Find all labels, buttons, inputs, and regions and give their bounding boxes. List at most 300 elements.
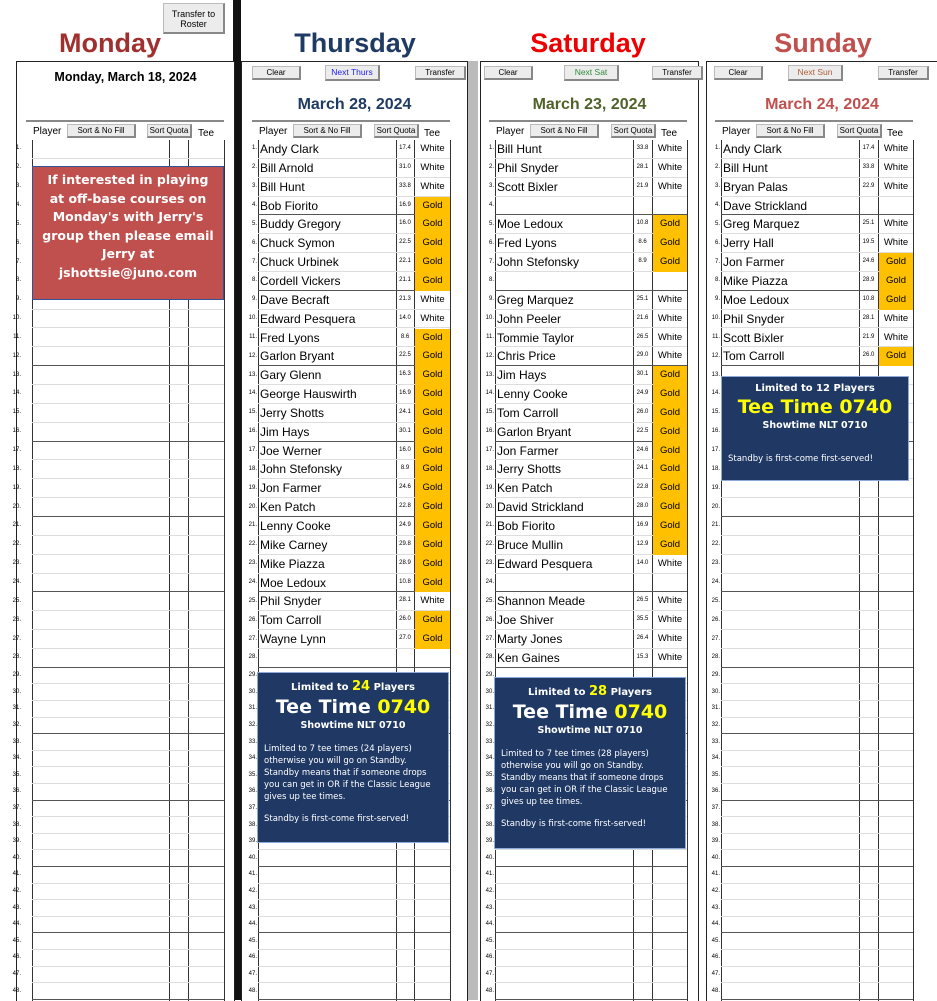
row-number: 30. <box>711 688 720 695</box>
player-name[interactable]: Phil Snyder <box>260 594 322 609</box>
row-number: 36. <box>711 788 720 795</box>
column-line <box>224 140 225 1001</box>
table-row <box>721 517 913 536</box>
player-name[interactable]: Jim Hays <box>260 424 310 439</box>
row-number: 2. <box>15 164 21 171</box>
row-number: 10. <box>711 315 720 322</box>
player-quota: 10.8 <box>862 295 875 302</box>
table-row <box>721 498 913 517</box>
row-number: 28. <box>12 654 21 661</box>
sort-no-fill-button[interactable]: Sort & No Fill <box>530 124 599 138</box>
tee-cell: Gold <box>415 460 450 479</box>
player-name[interactable]: Fred Lyons <box>497 236 557 251</box>
player-name[interactable]: Joe Shiver <box>497 613 554 628</box>
player-name[interactable]: Moe Ledoux <box>260 575 327 590</box>
player-name[interactable]: Jim Hays <box>497 368 547 383</box>
row-number: 5. <box>15 220 21 227</box>
tee-cell: White <box>420 293 445 305</box>
row-number: 22. <box>711 541 720 548</box>
day-name-monday: Monday <box>58 28 161 58</box>
row-number: 41. <box>12 871 21 878</box>
player-quota: 16.0 <box>399 220 411 227</box>
tee-header: Tee <box>424 128 441 139</box>
row-number: 37. <box>248 804 257 811</box>
sort-no-fill-button[interactable]: Sort & No Fill <box>67 124 136 138</box>
transfer-to-roster-button[interactable]: Transfer to Roster <box>163 3 225 34</box>
tee-time: Tee Time 0740 <box>737 396 893 418</box>
player-name[interactable]: Lenny Cooke <box>260 519 331 533</box>
row-number: 25. <box>485 597 494 604</box>
table-row <box>32 767 224 784</box>
row-number: 12. <box>248 352 257 359</box>
player-name[interactable]: Phil Snyder <box>497 160 559 175</box>
player-name[interactable]: Greg Marquez <box>723 217 800 232</box>
row-number: 6. <box>714 239 720 246</box>
limit-suffix: Players <box>370 682 415 693</box>
row-number: 23. <box>12 560 21 567</box>
player-name[interactable]: Garlon Bryant <box>497 424 572 439</box>
row-number: 43. <box>711 904 720 911</box>
player-name[interactable]: Edward Pesquera <box>260 311 356 326</box>
row-number: 35. <box>248 771 257 778</box>
player-quota: 12.9 <box>636 540 649 547</box>
row-number: 33. <box>711 738 720 745</box>
row-number: 46. <box>711 954 720 961</box>
player-name[interactable]: Lenny Cooke <box>497 387 568 402</box>
tee-cell: Gold <box>653 253 687 272</box>
tee-cell: Gold <box>415 366 450 385</box>
sort-quota-button[interactable]: Sort Quota <box>611 124 656 138</box>
player-name[interactable]: Ken Patch <box>260 500 316 515</box>
row-number: 45. <box>485 937 494 944</box>
player-name[interactable]: Mike Piazza <box>260 556 325 571</box>
player-quota: 22.8 <box>636 484 649 491</box>
row-number: 48. <box>711 987 720 994</box>
player-name[interactable]: Chuck Urbinek <box>260 255 339 270</box>
row-number: 27. <box>12 635 21 642</box>
row-number: 48. <box>248 987 257 994</box>
player-name[interactable]: Ken Gaines <box>497 650 560 665</box>
tee-cell: Gold <box>415 385 450 404</box>
tee-cell: Gold <box>415 555 450 574</box>
row-number: 14. <box>12 390 21 397</box>
player-quota: 27.0 <box>399 635 411 642</box>
tee-time-label: Tee Time <box>512 701 615 723</box>
tee-cell <box>653 574 687 593</box>
row-number: 3. <box>251 183 257 190</box>
row-number: 4. <box>714 201 720 208</box>
row-number: 43. <box>248 904 257 911</box>
transfer-button[interactable]: Transfer <box>878 66 929 80</box>
row-number: 13. <box>248 371 257 378</box>
tee-cell: Gold <box>653 385 687 404</box>
tee-cell: Gold <box>415 234 450 253</box>
row-number: 44. <box>711 921 720 928</box>
clear-button[interactable]: Clear <box>484 66 533 80</box>
player-name[interactable]: Andy Clark <box>260 142 319 156</box>
player-name[interactable]: David Strickland <box>497 500 584 515</box>
row-number: 44. <box>248 921 257 928</box>
row-number: 34. <box>248 755 257 762</box>
sort-quota-button[interactable]: Sort Quota <box>837 124 882 138</box>
row-number: 29. <box>485 672 494 679</box>
row-number: 15. <box>248 409 257 416</box>
player-name[interactable]: Marty Jones <box>497 632 563 647</box>
row-number: 38. <box>485 821 494 828</box>
player-quota: 21.3 <box>399 295 411 302</box>
player-quota: 29.0 <box>636 352 649 359</box>
next-button[interactable]: Next Sun <box>788 65 843 81</box>
table-row <box>32 366 224 385</box>
table-row <box>721 950 913 967</box>
row-number: 7. <box>15 258 21 265</box>
player-name[interactable]: Tom Carroll <box>723 349 785 364</box>
tee-cell: White <box>657 180 683 192</box>
row-number: 27. <box>248 635 257 642</box>
header-divider <box>26 120 224 122</box>
row-number: 21. <box>12 522 21 529</box>
player-quota: 14.0 <box>399 314 411 321</box>
tee-cell: Gold <box>415 253 450 272</box>
row-number: 15. <box>711 409 720 416</box>
player-name[interactable]: Dave Strickland <box>723 198 808 213</box>
player-name[interactable]: Chris Price <box>497 349 556 364</box>
player-name[interactable]: Shannon Meade <box>497 594 586 609</box>
row-number: 24. <box>12 578 21 585</box>
table-row <box>495 967 687 984</box>
transfer-button[interactable]: Transfer <box>652 66 703 80</box>
row-number: 26. <box>485 616 494 623</box>
row-number: 46. <box>485 954 494 961</box>
player-name[interactable]: Gary Glenn <box>260 368 322 383</box>
player-quota: 26.0 <box>636 408 649 415</box>
table-row <box>495 950 687 967</box>
sort-no-fill-button[interactable]: Sort & No Fill <box>756 124 825 138</box>
tee-cell: Gold <box>879 253 913 272</box>
table-row <box>32 592 224 611</box>
table-row <box>721 734 913 751</box>
row-number: 15. <box>485 409 494 416</box>
player-quota: 16.9 <box>399 201 411 208</box>
table-row <box>258 917 450 934</box>
player-quota: 28.1 <box>636 163 649 170</box>
sort-no-fill-button[interactable]: Sort & No Fill <box>293 124 362 138</box>
row-number: 44. <box>12 921 21 928</box>
row-number: 32. <box>485 721 494 728</box>
player-name[interactable]: Tom Carroll <box>260 613 322 628</box>
sort-quota-button[interactable]: Sort Quota <box>374 124 419 138</box>
row-number: 15. <box>12 409 21 416</box>
tee-cell: Gold <box>415 197 450 216</box>
day-panel-sunday <box>706 61 937 1001</box>
table-row <box>32 817 224 834</box>
table-row <box>32 933 224 950</box>
player-name[interactable]: John Stefonsky <box>497 255 580 270</box>
player-name[interactable]: Edward Pesquera <box>497 556 593 571</box>
row-number: 31. <box>248 705 257 712</box>
row-number: 26. <box>12 616 21 623</box>
player-name[interactable]: Bill Hunt <box>497 142 542 156</box>
tee-cell <box>879 197 913 216</box>
row-number: 1. <box>251 145 257 152</box>
row-number: 18. <box>248 465 257 472</box>
player-name[interactable]: Moe Ledoux <box>723 292 790 307</box>
player-name[interactable]: Mike Carney <box>260 537 328 552</box>
row-number: 16. <box>248 428 257 435</box>
player-name[interactable]: Dave Becraft <box>260 292 330 307</box>
row-number: 28. <box>711 654 720 661</box>
tee-cell: White <box>883 218 909 230</box>
table-row <box>721 850 913 867</box>
row-number: 9. <box>15 296 21 303</box>
transfer-button[interactable]: Transfer <box>415 66 466 80</box>
table-row <box>32 983 224 1000</box>
row-number: 20. <box>248 503 257 510</box>
player-name[interactable]: Bill Arnold <box>260 160 314 175</box>
player-name[interactable]: Garlon Bryant <box>260 349 335 364</box>
row-number: 37. <box>711 804 720 811</box>
row-number: 40. <box>12 854 21 861</box>
table-row <box>258 867 450 884</box>
tee-cell: Gold <box>653 234 687 253</box>
next-button[interactable]: Next Sat <box>564 65 619 81</box>
row-number: 39. <box>485 838 494 845</box>
player-name[interactable]: Ken Patch <box>497 481 553 496</box>
table-row <box>258 900 450 917</box>
table-row <box>721 767 913 784</box>
table-row <box>32 801 224 818</box>
table-row <box>258 850 450 867</box>
player-name[interactable]: Chuck Symon <box>260 236 335 251</box>
row-number: 18. <box>711 465 720 472</box>
row-number: 8. <box>15 277 21 284</box>
row-number: 38. <box>248 821 257 828</box>
table-row <box>721 751 913 768</box>
tee-cell: Gold <box>415 272 450 291</box>
player-name[interactable]: Jon Farmer <box>723 255 785 270</box>
row-number: 31. <box>485 705 494 712</box>
row-number: 4. <box>488 201 494 208</box>
tee-cell: White <box>420 161 445 173</box>
player-quota: 29.8 <box>399 540 411 547</box>
table-row <box>258 967 450 984</box>
row-number: 35. <box>711 771 720 778</box>
player-name[interactable]: Jerry Shotts <box>260 405 325 420</box>
player-name[interactable]: Tommie Taylor <box>497 330 575 345</box>
row-number: 20. <box>12 503 21 510</box>
row-number: 36. <box>248 788 257 795</box>
tee-cell: Gold <box>653 460 687 479</box>
tee-cell: White <box>657 312 683 324</box>
player-quota: 26.5 <box>636 333 649 340</box>
table-row <box>495 917 687 934</box>
row-number: 31. <box>12 705 21 712</box>
player-name[interactable]: Phil Snyder <box>723 311 785 326</box>
tee-cell: White <box>883 180 909 192</box>
day-panel-thursday <box>241 61 468 1001</box>
row-number: 23. <box>711 560 720 567</box>
player-header: Player <box>33 126 62 137</box>
tee-cell: Gold <box>653 215 687 234</box>
row-number: 35. <box>485 771 494 778</box>
table-row <box>32 967 224 984</box>
player-name[interactable]: Tom Carroll <box>497 405 559 420</box>
clear-button[interactable]: Clear <box>714 66 763 80</box>
tee-cell: White <box>657 557 683 569</box>
row-number: 23. <box>485 560 494 567</box>
day-panel-saturday <box>480 61 699 1001</box>
info-body: Limited to 7 tee times (28 players) otherwise you will go on Standby. Standby means that if someone drops you can get in OR if the Classic League gives up tee times. <box>501 749 668 807</box>
row-number: 30. <box>485 688 494 695</box>
table-row <box>495 983 687 1000</box>
row-number: 27. <box>485 635 494 642</box>
row-number: 1. <box>714 145 720 152</box>
table-row <box>32 460 224 479</box>
player-quota: 24.1 <box>399 408 411 415</box>
row-number: 16. <box>485 428 494 435</box>
player-quota: 25.1 <box>862 220 875 227</box>
player-name[interactable]: Jon Farmer <box>497 443 559 458</box>
row-number: 24. <box>248 578 257 585</box>
row-number: 19. <box>485 484 494 491</box>
player-quota: 35.5 <box>636 616 649 623</box>
table-row <box>258 649 450 668</box>
table-row <box>721 592 913 611</box>
tee-cell: White <box>657 350 683 362</box>
player-quota: 10.8 <box>636 220 649 227</box>
tee-cell: Gold <box>415 611 450 630</box>
sort-quota-button[interactable]: Sort Quota <box>147 124 192 138</box>
player-name[interactable]: Bruce Mullin <box>497 537 564 552</box>
table-row <box>32 404 224 423</box>
player-name[interactable]: Bryan Palas <box>723 179 788 194</box>
row-number: 4. <box>15 201 21 208</box>
row-number: 19. <box>12 484 21 491</box>
row-number: 11. <box>486 333 494 340</box>
table-row <box>721 574 913 593</box>
limit-prefix: Limited to <box>528 687 589 698</box>
row-number: 5. <box>714 220 720 227</box>
date-heading: March 28, 2024 <box>297 96 412 113</box>
table-row <box>721 784 913 801</box>
player-quota: 28.9 <box>399 559 411 566</box>
player-name[interactable]: Joe Werner <box>260 443 322 458</box>
row-number: 18. <box>12 465 21 472</box>
row-number: 47. <box>485 970 494 977</box>
row-number: 7. <box>488 258 494 265</box>
row-number: 19. <box>711 484 720 491</box>
player-name[interactable]: George Hauswirth <box>260 387 357 402</box>
row-number: 6. <box>251 239 257 246</box>
tee-cell: White <box>883 312 909 324</box>
table-row <box>495 867 687 884</box>
table-row <box>32 649 224 668</box>
player-quota: 24.6 <box>636 446 649 453</box>
player-name[interactable]: Jerry Hall <box>723 236 774 251</box>
table-row <box>721 649 913 668</box>
row-number: 13. <box>12 371 21 378</box>
player-quota: 28.1 <box>862 314 875 321</box>
table-row <box>32 751 224 768</box>
row-number: 45. <box>248 937 257 944</box>
date-heading: March 24, 2024 <box>765 96 879 113</box>
showtime: Showtime NLT 0710 <box>762 420 868 431</box>
tee-cell: White <box>657 143 683 154</box>
player-quota: 24.1 <box>636 465 649 472</box>
player-name[interactable]: Bill Hunt <box>723 160 768 175</box>
player-name[interactable]: Fred Lyons <box>260 330 320 345</box>
player-quota: 10.8 <box>399 578 411 585</box>
row-number: 30. <box>12 688 21 695</box>
limit-text <box>501 684 679 699</box>
table-row <box>32 555 224 574</box>
tee-time <box>264 696 442 718</box>
player-name[interactable]: Scott Bixler <box>497 179 558 194</box>
player-quota: 16.9 <box>636 522 649 528</box>
player-name[interactable]: Bill Hunt <box>260 179 305 194</box>
player-name[interactable]: Buddy Gregory <box>260 217 341 232</box>
row-number: 42. <box>485 887 494 894</box>
row-number: 42. <box>711 887 720 894</box>
tee-cell: White <box>420 180 445 192</box>
player-name[interactable]: Bob Fiorito <box>497 519 556 533</box>
player-name[interactable]: Jerry Shotts <box>497 462 562 477</box>
player-name[interactable]: Greg Marquez <box>497 292 574 307</box>
row-number: 1. <box>488 145 494 152</box>
tee-cell: White <box>883 331 909 343</box>
player-quota: 28.9 <box>862 276 875 283</box>
table-row <box>258 983 450 1000</box>
player-quota: 22.5 <box>399 239 411 246</box>
player-quota: 21.6 <box>636 314 649 321</box>
tee-cell: White <box>657 614 683 626</box>
clear-button[interactable]: Clear <box>252 66 301 80</box>
player-name[interactable]: Jon Farmer <box>260 481 322 496</box>
row-number: 42. <box>12 887 21 894</box>
player-name[interactable]: Scott Bixler <box>723 330 784 345</box>
player-name[interactable]: Moe Ledoux <box>497 217 564 232</box>
player-name[interactable]: Bob Fiorito <box>260 198 319 213</box>
row-number: 16. <box>711 428 720 435</box>
player-name[interactable]: John Stefonsky <box>260 462 343 477</box>
player-name[interactable]: Cordell Vickers <box>260 273 341 288</box>
player-name[interactable]: Wayne Lynn <box>260 632 326 647</box>
tee-header: Tee <box>887 128 904 139</box>
table-row <box>32 734 224 751</box>
table-row <box>32 423 224 442</box>
player-quota: 22.5 <box>636 427 649 434</box>
row-number: 17. <box>248 447 257 454</box>
player-name[interactable]: Andy Clark <box>723 142 782 156</box>
player-name[interactable]: John Peeler <box>497 311 562 326</box>
table-row <box>721 933 913 950</box>
row-number: 5. <box>251 220 257 227</box>
player-quota: 33.8 <box>862 163 875 170</box>
row-number: 6. <box>488 239 494 246</box>
row-number: 46. <box>248 954 257 961</box>
limit-text <box>264 679 442 694</box>
row-number: 2. <box>714 164 720 171</box>
tee-cell: Gold <box>653 479 687 498</box>
tee-cell: Gold <box>415 517 450 536</box>
row-number: 29. <box>12 672 21 679</box>
row-number: 3. <box>488 183 494 190</box>
player-name[interactable]: Mike Piazza <box>723 273 788 288</box>
row-number: 34. <box>485 755 494 762</box>
tee-cell: Gold <box>415 442 450 461</box>
next-button[interactable]: Next Thurs <box>325 65 380 81</box>
table-row <box>721 718 913 735</box>
